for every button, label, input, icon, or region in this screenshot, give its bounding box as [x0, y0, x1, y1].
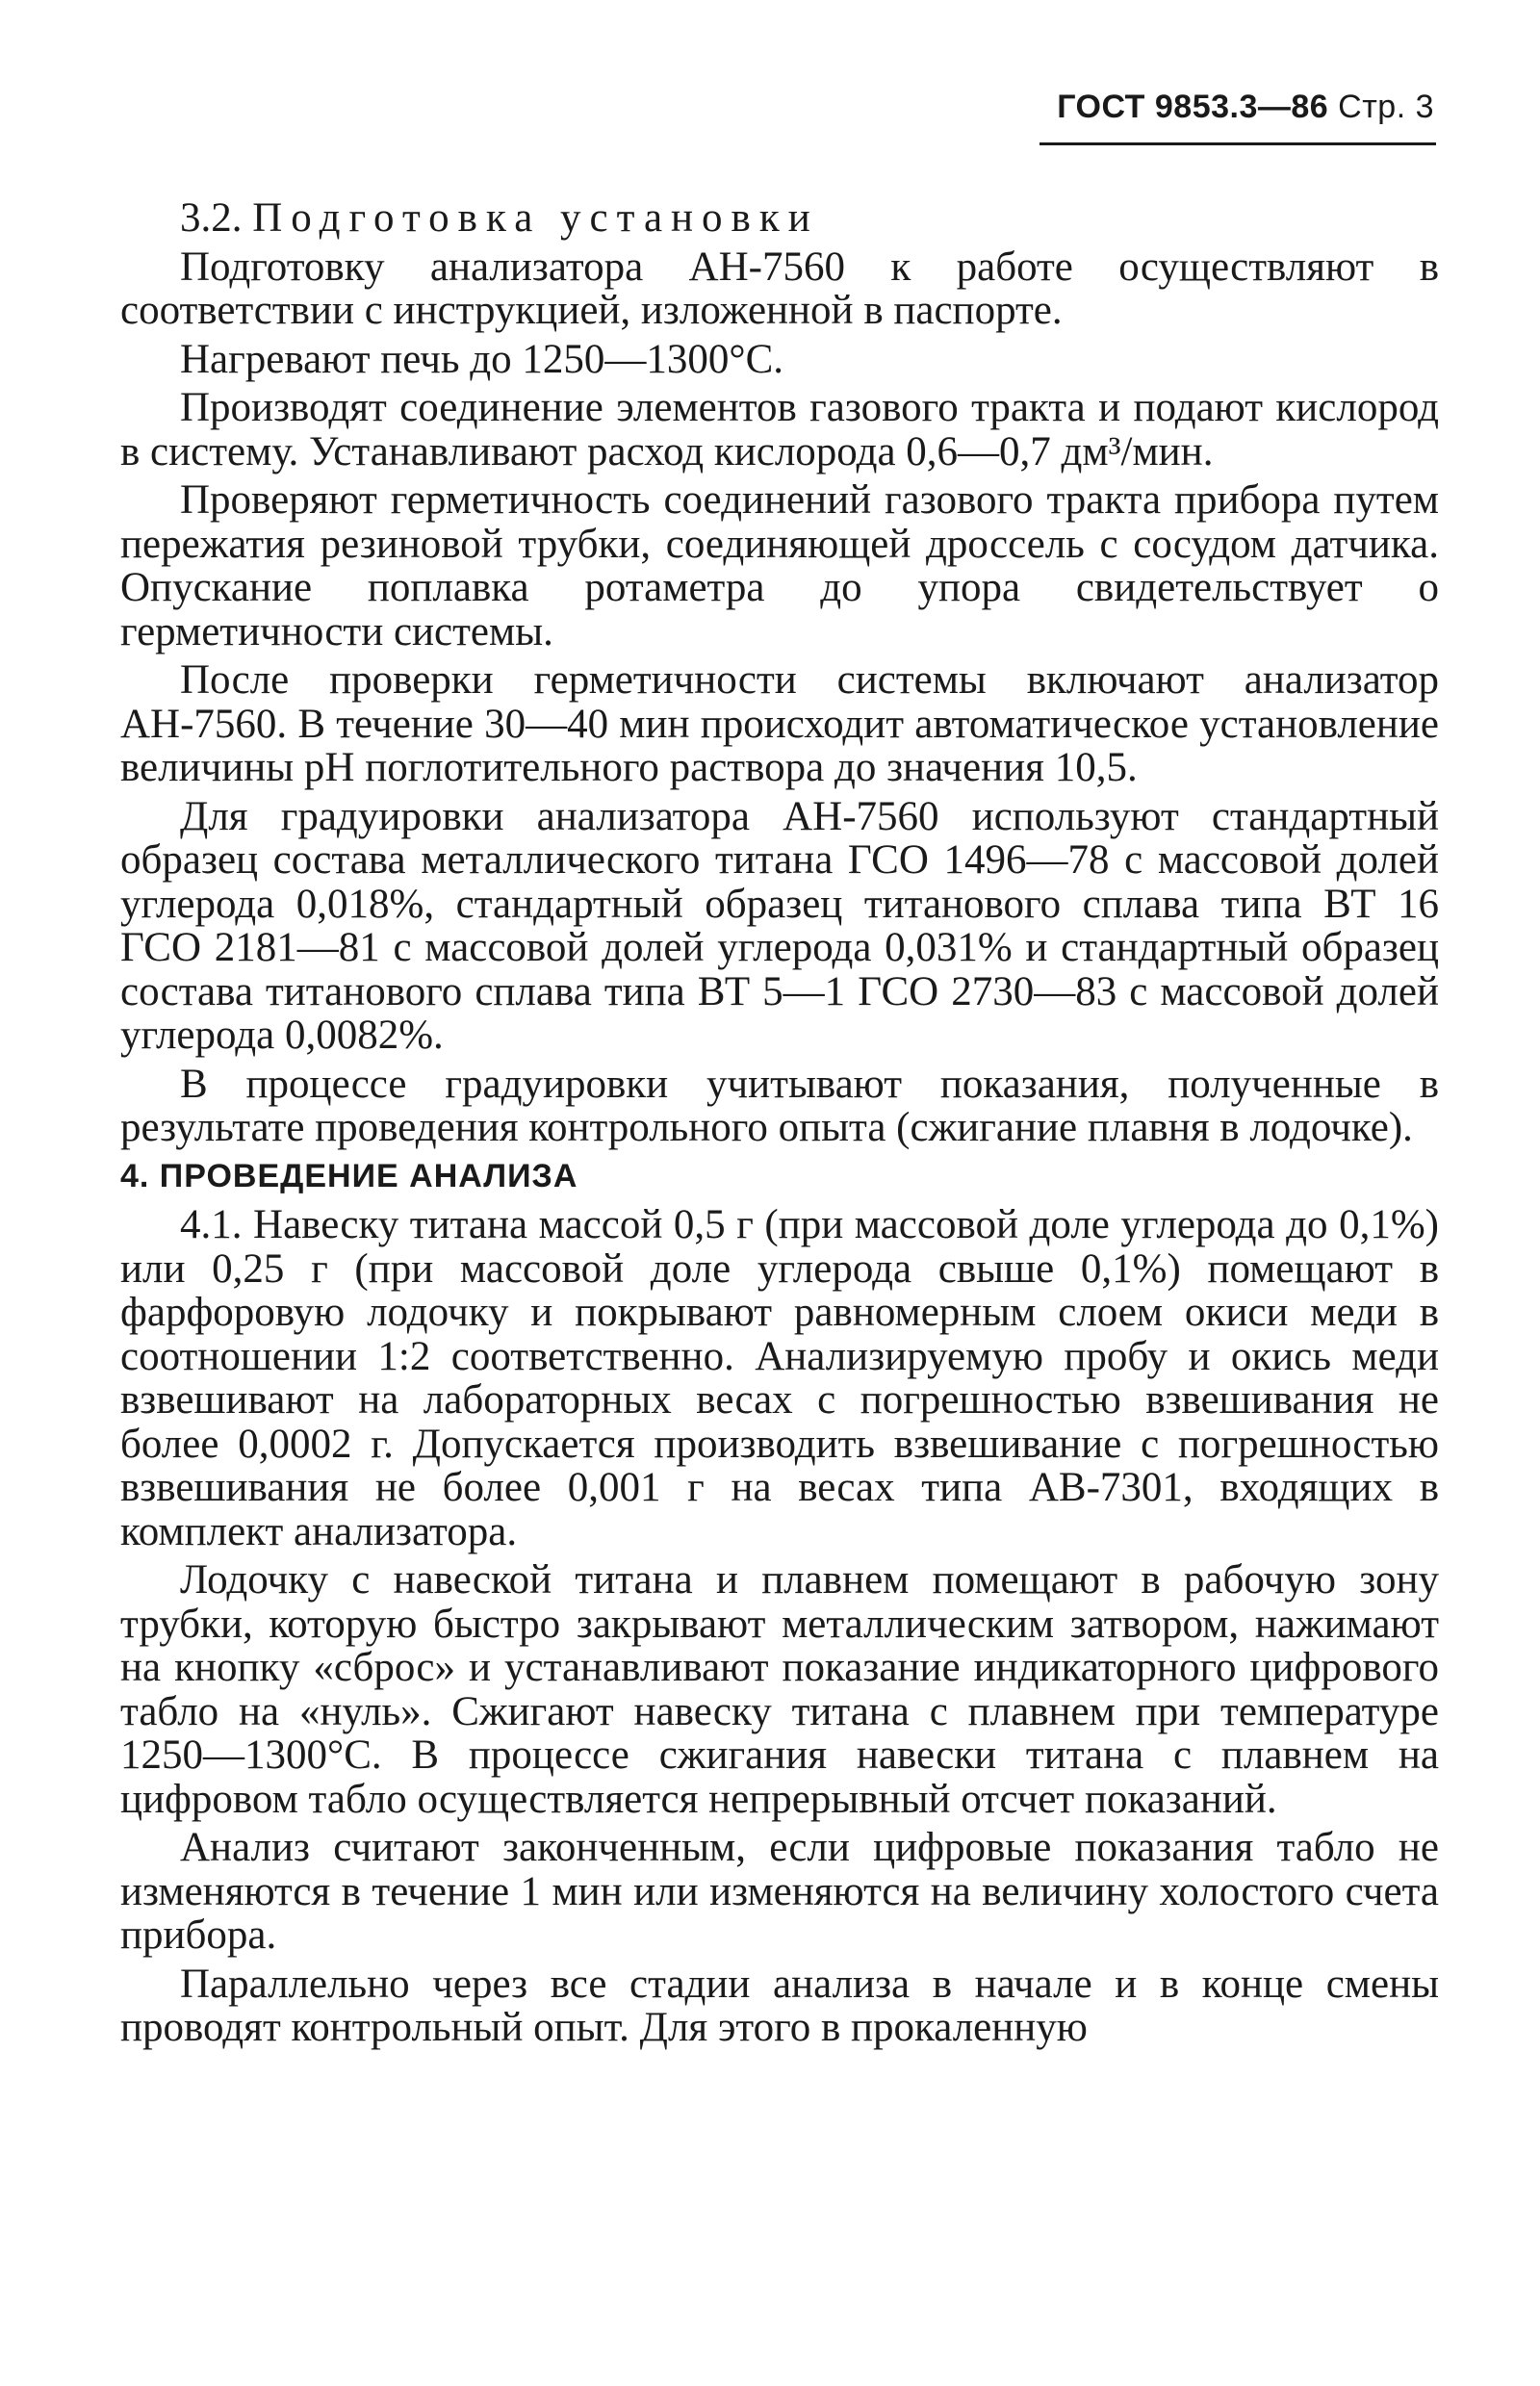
- paragraph: Производят соединение элементов газового тракта и подают кислород в систему. Устанавливают расход кислорода 0,6—0,7 дм³/мин.: [120, 385, 1439, 475]
- paragraph: Лодочку с навеской титана и плавнем помещают в рабочую зону трубки, которую быстро закрывают металлическим затвором, нажимают на кнопку «сброс» и устанавливают показание индикаторного цифрового табло на «нуль». Сжигают навеску титана с плавнем при температуре 1250—1300°С. В процессе сжигания навески титана с плавнем на цифровом табло осуществляется непрерывный отсчет показаний.: [120, 1557, 1439, 1822]
- paragraph: Нагревают печь до 1250—1300°С.: [180, 336, 784, 382]
- paragraph: После проверки герметичности системы включают анализатор АН-7560. В течение 30—40 мин происходит автоматическое установление величины pH поглотительного раствора до значения 10,5.: [120, 657, 1439, 790]
- document-body: [120, 196, 1439, 2055]
- paragraph: Анализ считают законченным, если цифровые показания табло не изменяются в течение 1 мин или изменяются на величину холостого счета прибора.: [120, 1825, 1439, 1958]
- paragraph: Параллельно через все стадии анализа в начале и в конце смены проводят контрольный опыт. Для этого в прокаленную: [120, 1961, 1439, 2050]
- page-header: [1040, 89, 1434, 126]
- paragraph: Проверяют герметичность соединений газового тракта прибора путем пережатия резиновой трубки, соединяющей дроссель с сосудом датчика. Опускание поплавка ротаметра до упора свидетельствует о герметичности системы.: [120, 477, 1439, 654]
- clause-number: 3.2.: [180, 195, 243, 241]
- header-rule: [1040, 142, 1436, 145]
- paragraph: 4.1. Навеску титана массой 0,5 г (при массовой доле углерода до 0,1%) или 0,25 г (при массовой доле углерода свыше 0,1%) помещают в фарфоровую лодочку и покрывают равномерным слоем окиси меди в соотношении 1:2 соответственно. Анализируемую пробу и окись меди взвешивают на лабораторных весах с погрешностью взвешивания не более 0,0002 г. Допускается производить взвешивание с погрешностью взвешивания не более 0,001 г на весах типа АВ-7301, входящих в комплект анализатора.: [120, 1202, 1439, 1554]
- section-4-title: 4. ПРОВЕДЕНИЕ АНАЛИЗА: [120, 1157, 578, 1194]
- clause-title: Подготовка установки: [252, 195, 819, 241]
- clause-3-2-heading: [120, 196, 1439, 241]
- paragraph: Для градуировки анализатора АН-7560 используют стандартный образец состава металлического титана ГСО 1496—78 с массовой долей углерода 0,018%, стандартный образец титанового сплава типа ВТ 16 ГСО 2181—81 с массовой долей углерода 0,031% и стандартный образец состава титанового сплава типа ВТ 5—1 ГСО 2730—83 с массовой долей углерода 0,0082%.: [120, 793, 1439, 1058]
- standard-number: ГОСТ 9853.3—86: [1057, 89, 1329, 125]
- paragraph: Подготовку анализатора АН-7560 к работе осуществляют в соответствии с инструкцией, изложенной в паспорте.: [120, 244, 1439, 333]
- page-number: Стр. 3: [1338, 89, 1434, 125]
- paragraph: В процессе градуировки учитывают показания, полученные в результате проведения контрольного опыта (сжигание плавня в лодочке).: [120, 1061, 1439, 1150]
